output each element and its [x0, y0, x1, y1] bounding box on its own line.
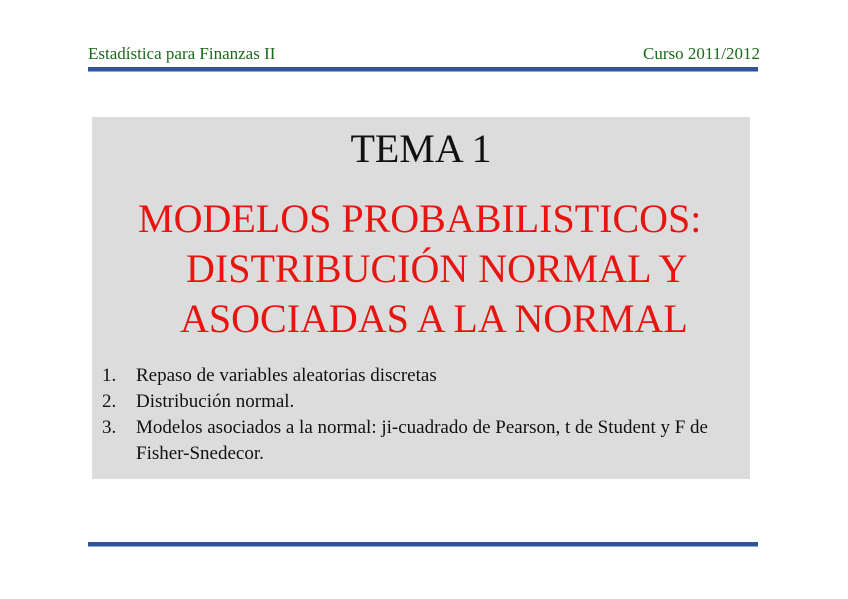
header-divider	[88, 67, 758, 72]
course-name: Estadística para Finanzas II	[88, 44, 276, 63]
academic-year: Curso 2011/2012	[643, 44, 760, 63]
list-item	[102, 415, 742, 467]
title-line-2: DISTRIBUCIÓN NORMAL Y	[186, 246, 688, 291]
list-item-text: Repaso de variables aleatorias discretas	[136, 365, 437, 386]
topic-heading: TEMA 1	[350, 126, 492, 171]
list-item-text: Distribución normal.	[136, 391, 295, 412]
list-item-number: 3.	[102, 417, 117, 438]
slide-panel	[92, 117, 750, 479]
topic-list	[102, 363, 742, 467]
footer-divider	[88, 542, 758, 547]
page-header	[88, 44, 760, 66]
list-item-number: 2.	[102, 391, 117, 412]
title-line-3: ASOCIADAS A LA NORMAL	[180, 296, 688, 341]
list-item-text: Modelos asociados a la normal: ji-cuadrado de Pearson, t de Student y F de Fisher-Snedecor.	[136, 417, 708, 464]
title-line-1: MODELOS PROBABILISTICOS:	[138, 196, 702, 241]
list-item	[102, 363, 742, 389]
list-item	[102, 389, 742, 415]
list-item-number: 1.	[102, 365, 117, 386]
